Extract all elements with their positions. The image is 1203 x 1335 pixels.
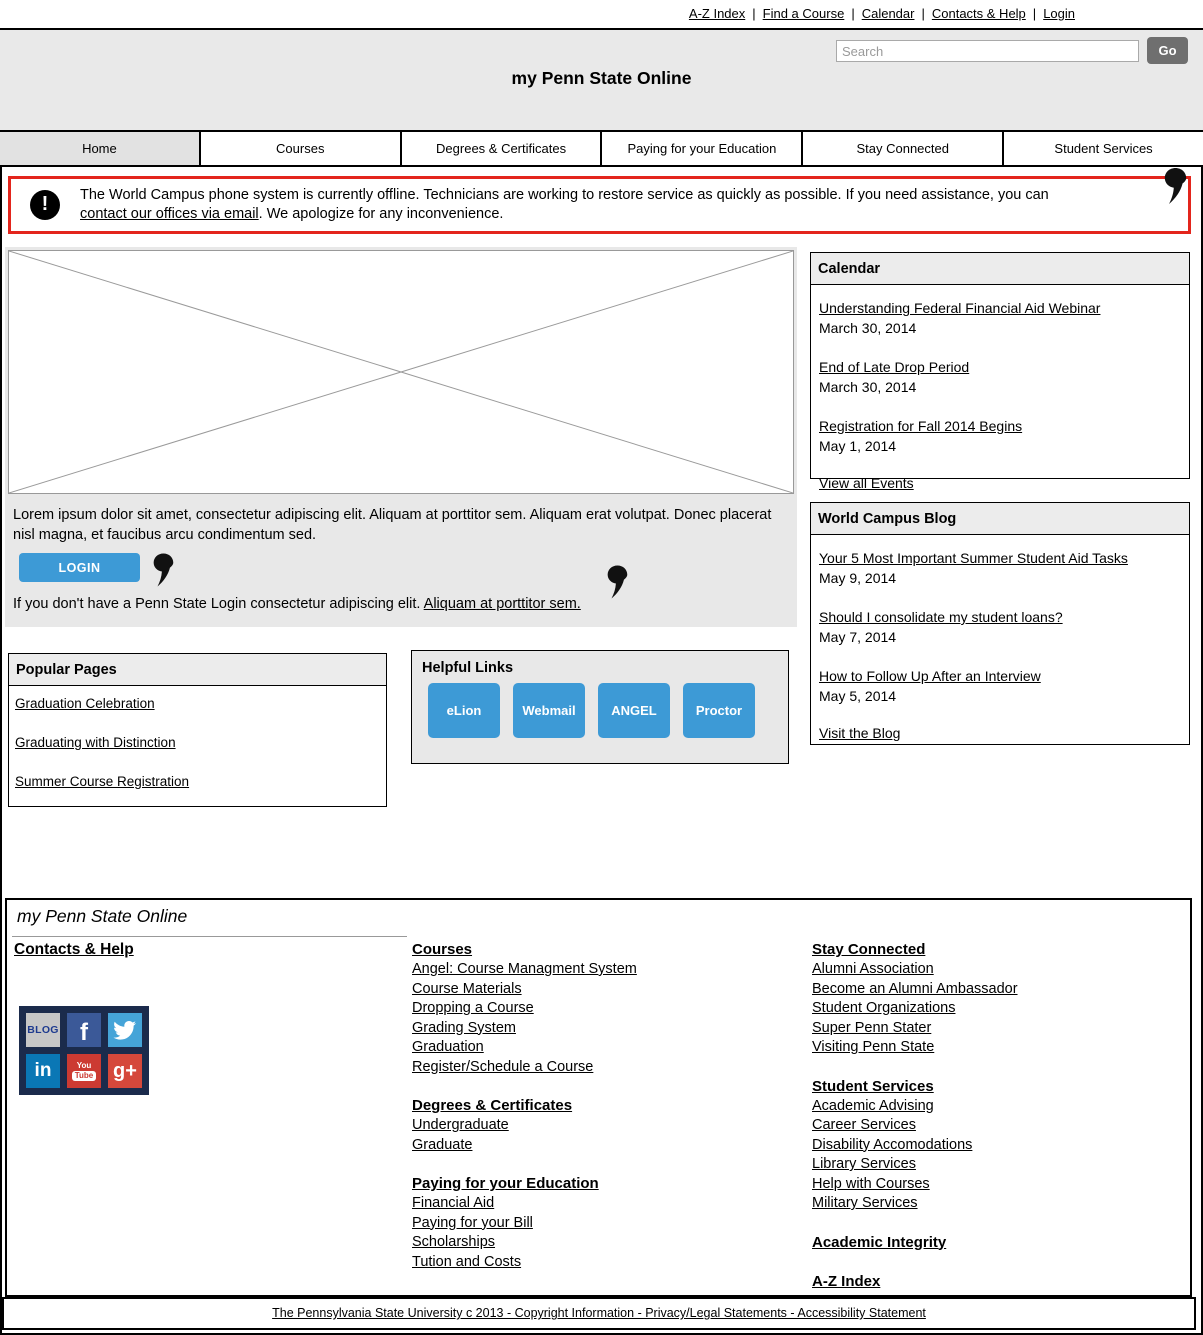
footer-link[interactable]: Military Services: [812, 1195, 918, 1211]
calendar-event-date: March 30, 2014: [819, 379, 917, 395]
calendar-event-link[interactable]: End of Late Drop Period: [819, 359, 970, 375]
footer-heading-paying[interactable]: Paying for your Education: [412, 1175, 599, 1192]
footer-link[interactable]: Alumni Association: [812, 961, 934, 977]
footer-contacts-column: [14, 940, 404, 1082]
footer-heading-az-index[interactable]: A-Z Index: [812, 1272, 881, 1290]
footer-site-title: my Penn State Online: [17, 906, 188, 926]
calendar-event: [819, 357, 1181, 397]
utility-link[interactable]: Calendar: [861, 6, 915, 21]
footer-link[interactable]: Financial Aid: [412, 1195, 495, 1211]
helpful-links-title: Helpful Links: [422, 660, 514, 676]
blog-post-link[interactable]: How to Follow Up After an Interview: [819, 668, 1041, 684]
footer-link[interactable]: Student Organizations: [812, 1000, 956, 1016]
footer-link[interactable]: Paying for your Bill: [412, 1214, 533, 1231]
alert-text-after: . We apologize for any inconvenience.: [258, 206, 504, 222]
footer-heading-stay-connected[interactable]: Stay Connected: [812, 941, 926, 958]
footer-link[interactable]: Dropping a Course: [412, 1000, 534, 1016]
blog-posts: [811, 535, 1189, 743]
comment-marker-icon[interactable]: [606, 564, 628, 605]
footer-link[interactable]: Grading System: [412, 1019, 516, 1036]
youtube-icon[interactable]: [67, 1054, 101, 1088]
blog-box: [810, 502, 1190, 745]
footer-link[interactable]: Tution and Costs: [412, 1253, 522, 1270]
facebook-icon[interactable]: f: [67, 1013, 101, 1047]
helpful-link-button[interactable]: Proctor: [683, 683, 755, 738]
nav-tab-stay-connected[interactable]: Stay Connected: [803, 132, 1004, 165]
alert-message: [80, 186, 1049, 224]
calendar-box: [810, 252, 1190, 491]
calendar-event-link[interactable]: Registration for Fall 2014 Begins: [819, 418, 1023, 434]
blog-post-link[interactable]: Your 5 Most Important Summer Student Aid Tasks: [819, 550, 1128, 566]
footer-link[interactable]: Undergraduate: [412, 1117, 509, 1133]
footer-link[interactable]: Academic Advising: [812, 1097, 934, 1114]
blog-post-link[interactable]: Should I consolidate my student loans?: [819, 609, 1063, 625]
footer-column-services: [812, 940, 1187, 1311]
youtube-icon-text: You: [76, 1060, 92, 1070]
calendar-event-date: May 1, 2014: [819, 438, 897, 454]
utility-links: [689, 0, 1075, 28]
helpful-link-button[interactable]: eLion: [428, 683, 500, 738]
nav-tab-degrees-certificates[interactable]: Degrees & Certificates: [402, 132, 603, 165]
blog-title: World Campus Blog: [811, 503, 1189, 535]
twitter-icon[interactable]: [108, 1013, 142, 1047]
visit-blog-link[interactable]: Visit the Blog: [819, 725, 901, 741]
main-nav: [0, 130, 1203, 167]
search-input[interactable]: [836, 40, 1139, 62]
utility-link[interactable]: Find a Course: [762, 6, 845, 21]
footer-link[interactable]: Graduation: [412, 1039, 484, 1055]
calendar-event-link[interactable]: Understanding Federal Financial Aid Webinar: [819, 300, 1101, 316]
calendar-event: [819, 298, 1181, 338]
nav-tab-paying-for-education[interactable]: Paying for your Education: [602, 132, 803, 165]
calendar-events: [811, 285, 1189, 493]
calendar-event-date: March 30, 2014: [819, 320, 917, 336]
popular-page-link[interactable]: Graduating with Distinction: [15, 735, 176, 750]
hero-paragraph: Lorem ipsum dolor sit amet, consectetur adipiscing elit. Aliquam at porttitor sem. Aliquam erat volutpat. Donec placerat nisl magna, et faucibus arcu condimentum sed.: [13, 507, 772, 543]
social-icons-grid: [19, 1006, 149, 1095]
copyright-bar: [2, 1297, 1196, 1330]
blog-post-date: May 7, 2014: [819, 629, 897, 645]
nav-tab-student-services[interactable]: Student Services: [1004, 132, 1203, 165]
footer-link[interactable]: Visiting Penn State: [812, 1039, 935, 1055]
contacts-help-link[interactable]: Contacts & Help: [14, 941, 134, 958]
popular-pages-box: [8, 653, 387, 807]
footer-heading-courses[interactable]: Courses: [412, 941, 473, 958]
alert-banner: [8, 176, 1191, 234]
helpful-link-button[interactable]: Webmail: [513, 683, 585, 738]
footer-link[interactable]: Career Services: [812, 1117, 916, 1133]
footer-link[interactable]: Scholarships: [412, 1234, 496, 1250]
helpful-links-box: [411, 650, 789, 764]
comment-marker-icon[interactable]: [1163, 167, 1187, 210]
popular-pages-title: Popular Pages: [9, 654, 386, 686]
utility-link[interactable]: Contacts & Help: [931, 6, 1026, 21]
footer-link[interactable]: Course Materials: [412, 980, 522, 997]
footer-link[interactable]: Disability Accomodations: [812, 1136, 973, 1153]
blog-post-date: May 9, 2014: [819, 570, 897, 586]
popular-pages-links: [9, 686, 386, 789]
header: [0, 30, 1203, 130]
footer-link[interactable]: Register/Schedule a Course: [412, 1058, 594, 1075]
popular-page-link[interactable]: Graduation Celebration: [15, 696, 155, 711]
linkedin-icon[interactable]: in: [26, 1054, 60, 1088]
blog-post: [819, 666, 1181, 706]
hero-image-placeholder: [8, 250, 794, 494]
footer-link[interactable]: Help with Courses: [812, 1175, 930, 1192]
calendar-event: [819, 416, 1181, 456]
footer-link[interactable]: Graduate: [412, 1136, 473, 1153]
utility-bar: [0, 0, 1203, 30]
googleplus-icon[interactable]: g+: [108, 1054, 142, 1088]
blog-icon[interactable]: BLOG: [26, 1013, 60, 1047]
calendar-title: Calendar: [811, 253, 1189, 285]
blog-post: [819, 548, 1181, 588]
hero-login-note: [13, 596, 581, 612]
hero-note-text: If you don't have a Penn State Login consectetur adipiscing elit.: [13, 596, 424, 612]
copyright-link[interactable]: The Pennsylvania State University c 2013 - Copyright Information - Privacy/Legal Statements - Accessibility Statement: [272, 1306, 926, 1320]
popular-page-link[interactable]: Summer Course Registration: [15, 774, 190, 789]
nav-tab-home[interactable]: Home: [0, 132, 201, 165]
youtube-icon-text: Tube: [72, 1071, 97, 1081]
footer-link[interactable]: Become an Alumni Ambassador: [812, 980, 1018, 997]
hero-note-link[interactable]: Aliquam at porttitor sem.: [423, 596, 581, 612]
footer-link[interactable]: Super Penn Stater: [812, 1019, 932, 1036]
alert-text-line1: The World Campus phone system is currently offline. Technicians are working to restore service as quickly as possible. If you need assistance, you can: [80, 187, 1049, 203]
nav-tab-courses[interactable]: Courses: [201, 132, 402, 165]
helpful-links-buttons: [428, 683, 755, 738]
view-all-events-link[interactable]: View all Events: [819, 475, 914, 491]
utility-link[interactable]: A-Z Index: [688, 6, 746, 21]
site-title: my Penn State Online: [511, 68, 692, 88]
helpful-link-button[interactable]: ANGEL: [598, 683, 670, 738]
footer-heading-student-services[interactable]: Student Services: [812, 1077, 934, 1095]
blog-post: [819, 607, 1181, 647]
blog-post-date: May 5, 2014: [819, 688, 897, 704]
footer-heading-degrees[interactable]: Degrees & Certificates: [412, 1097, 573, 1114]
footer-link[interactable]: Angel: Course Managment System: [412, 961, 637, 977]
footer: [5, 898, 1192, 1297]
contact-email-link[interactable]: contact our offices via email: [80, 206, 259, 222]
hero-panel: [5, 247, 797, 627]
footer-heading-academic-integrity[interactable]: Academic Integrity: [812, 1233, 947, 1251]
footer-link[interactable]: Library Services: [812, 1156, 916, 1172]
utility-link[interactable]: Login: [1043, 6, 1075, 21]
footer-divider: [12, 936, 407, 937]
exclamation-icon: !: [30, 190, 60, 220]
login-button[interactable]: LOGIN: [19, 553, 140, 582]
comment-marker-icon[interactable]: [152, 552, 174, 593]
footer-column-courses: [412, 940, 802, 1291]
search-go-button[interactable]: Go: [1147, 37, 1188, 64]
